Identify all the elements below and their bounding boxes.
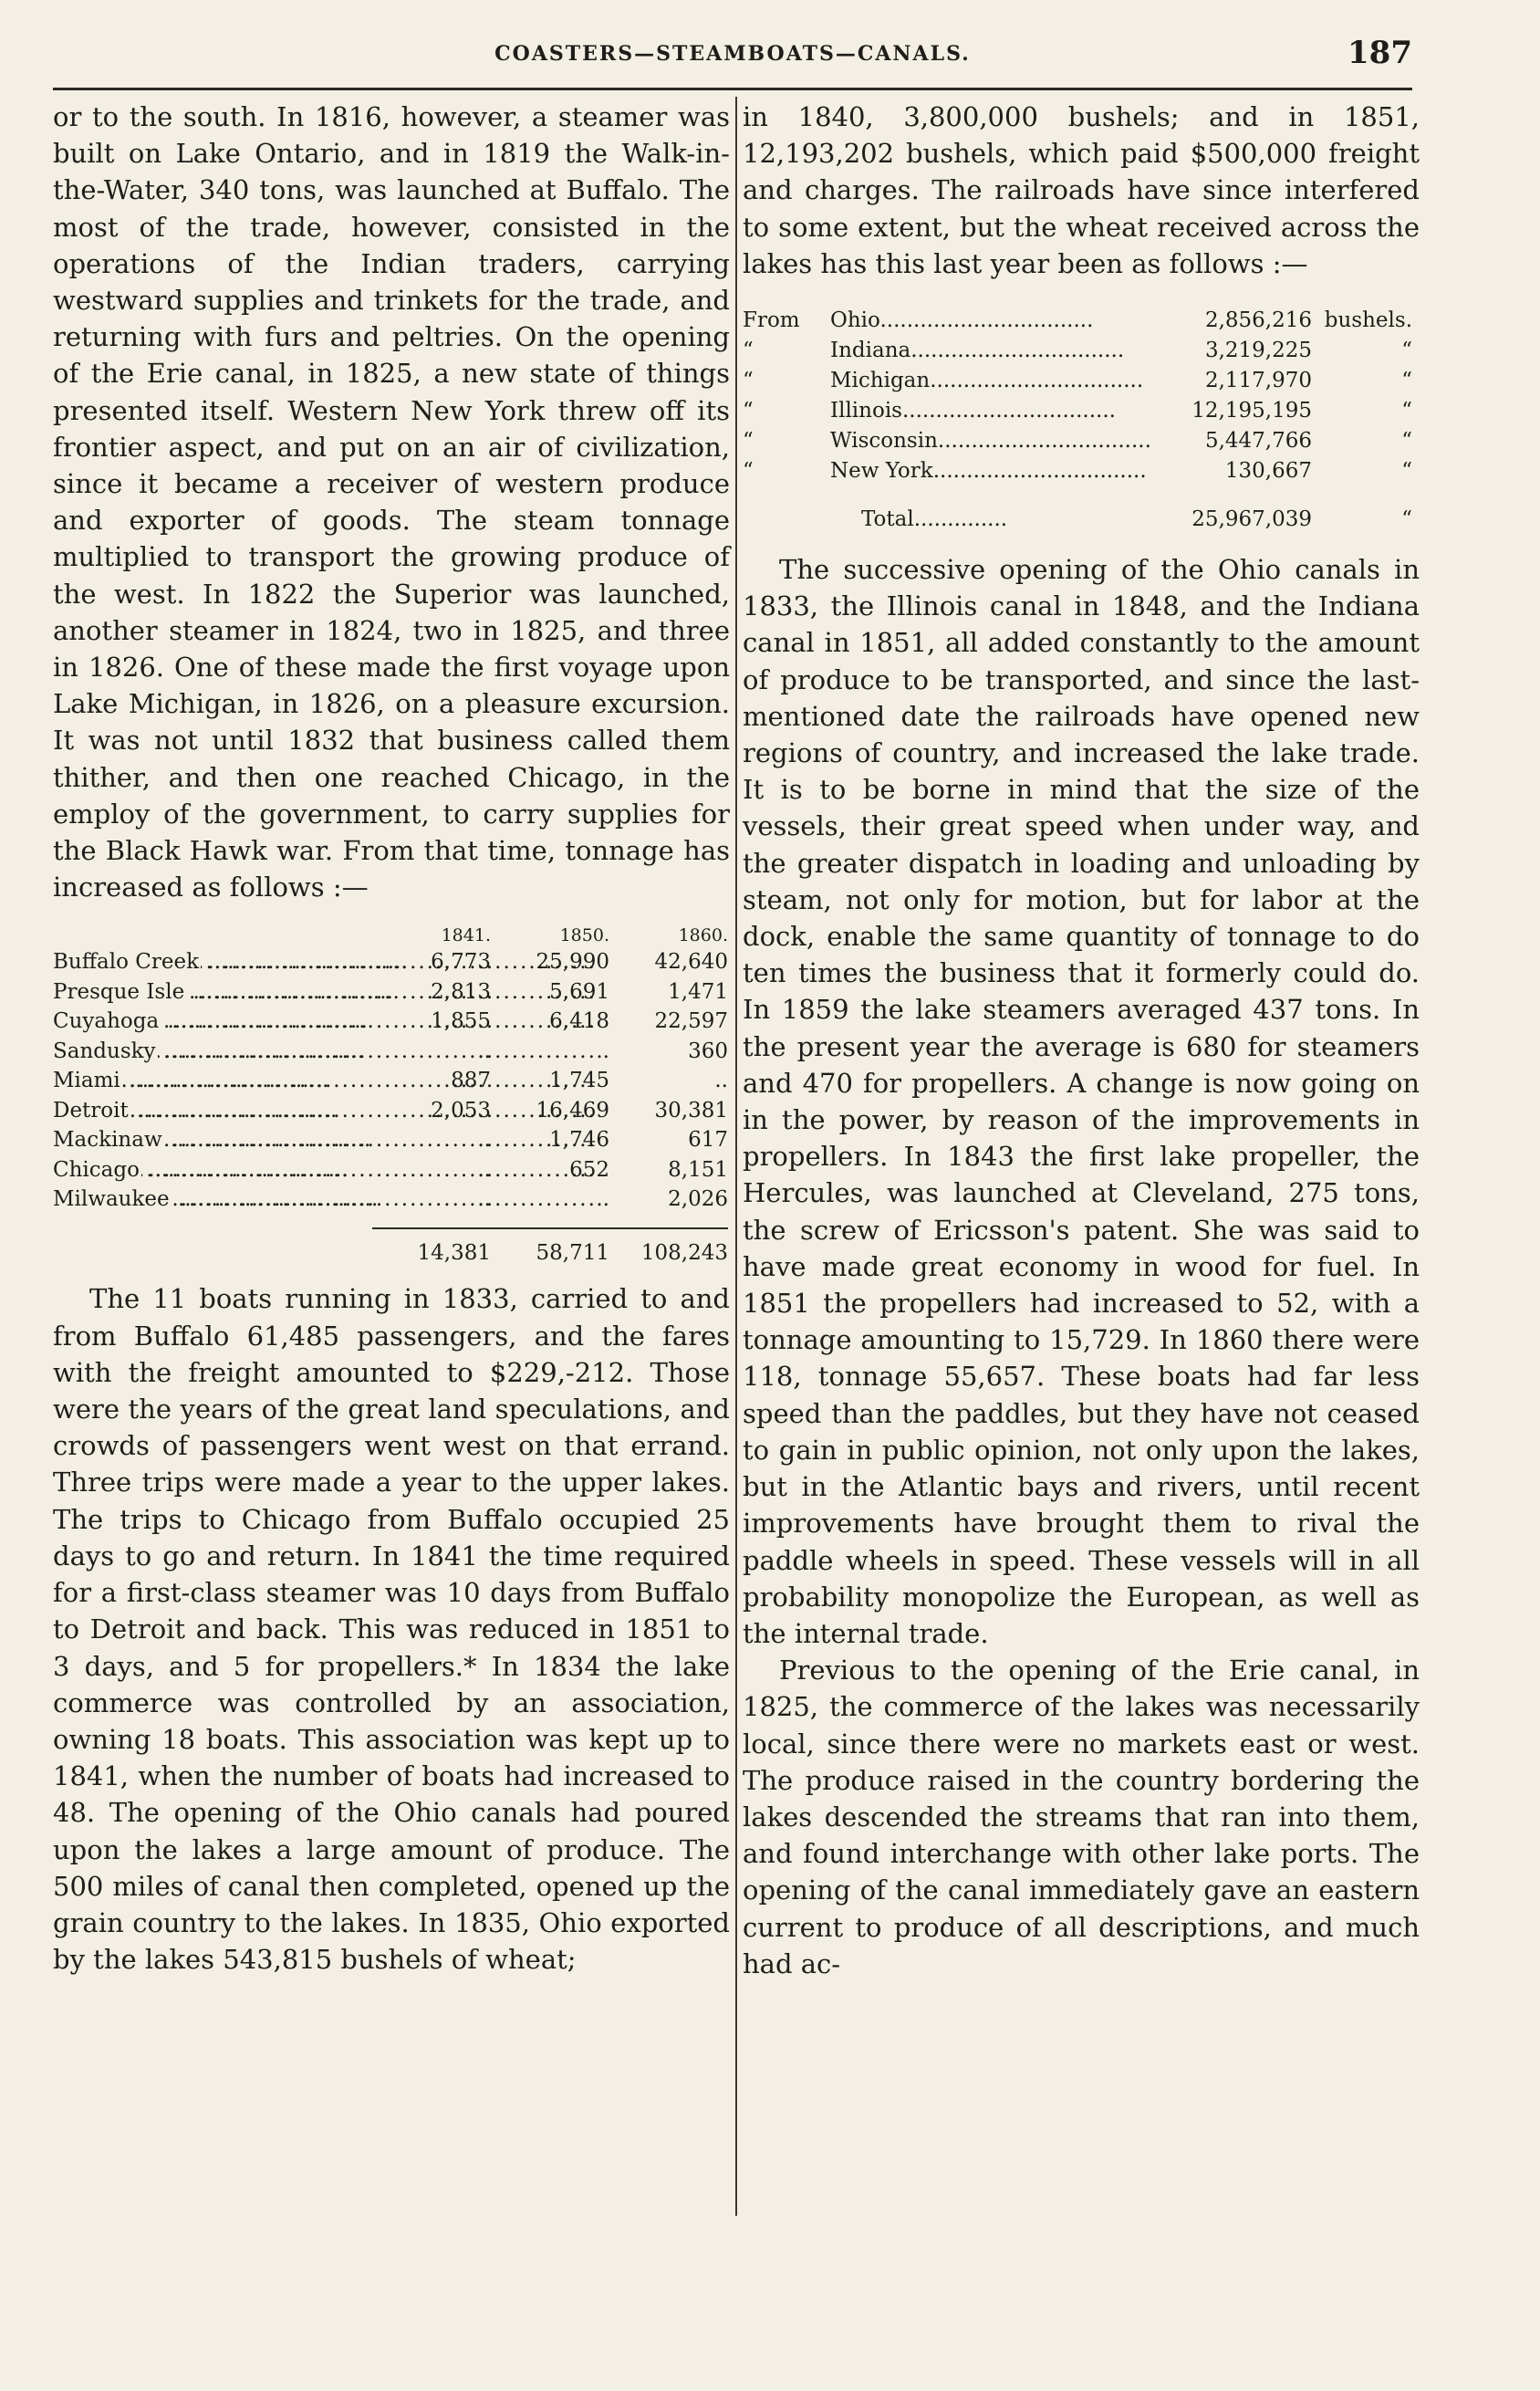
tonnage-1860: 2,026 bbox=[668, 1187, 728, 1212]
wheat-state: Wisconsin................................ bbox=[830, 429, 1151, 454]
tonnage-row bbox=[53, 1185, 730, 1215]
left-paragraph-2: The 11 boats running in 1833, carried to and from Buffalo 61,485 passengers, and the fares with the freight amounted to $229,-212. Those were the years of the great land speculations, and crowds of passengers went west on that errand. Three trips were made a year to the upper lakes. The trips to Chicago from Buffalo occupied 25 days to go and return. In 1841 the time required for a first-class steamer was 10 days from Buffalo to Detroit and back. This was reduced in 1851 to 3 days, and 5 for propellers.* In 1834 the lake commerce was controlled by an association, owning 18 boats. This association was kept up to 1841, when the number of boats had increased to 48. The opening of the Ohio canals had poured upon the lakes a large amount of produce. The 500 miles of canal then completed, opened up the grain country to the lakes. In 1835, Ohio exported by the lakes 543,815 bushels of wheat; bbox=[53, 1283, 730, 1976]
wheat-state-text: New York bbox=[830, 459, 933, 484]
wheat-bushels: 12,195,195 bbox=[1191, 399, 1312, 423]
tonnage-row bbox=[53, 1066, 730, 1096]
port-name-text: Sandusky bbox=[53, 1039, 156, 1063]
tonnage-row bbox=[53, 1037, 730, 1067]
tonnage-1850: 1,745 bbox=[549, 1069, 609, 1093]
wheat-state: Indiana................................ bbox=[830, 339, 1125, 363]
wheat-bushels: 3,219,225 bbox=[1204, 339, 1312, 363]
left-column bbox=[53, 99, 730, 1978]
tonnage-1850: .. bbox=[596, 1039, 609, 1063]
wheat-bushels: 130,667 bbox=[1224, 459, 1312, 484]
tonnage-1850: 5,691 bbox=[549, 979, 609, 1004]
tonnage-1850: 6,418 bbox=[549, 1009, 609, 1034]
wheat-unit: “ bbox=[1401, 459, 1412, 484]
port-name-text: Cuyahoga bbox=[53, 1009, 160, 1034]
tonnage-1841: .. bbox=[477, 1187, 491, 1212]
right-paragraph-3: Previous to the opening of the Erie canal, in 1825, the commerce of the lakes was necessarily local, since there were no markets east or west. The produce raised in the country bordering the lakes descended the streams that ran into them, and found interchange with other lake ports. The opening of the canal immediately gave an eastern current to produce of all descriptions, and much had ac- bbox=[743, 1655, 1420, 1979]
wheat-total-label: Total.............. bbox=[861, 507, 1008, 532]
tonnage-1850: 652 bbox=[569, 1157, 609, 1182]
port-name-text: Mackinaw bbox=[53, 1128, 162, 1153]
left-paragraph-1: or to the south. In 1816, however, a steamer was built on Lake Ontario, and in 1819 the Walk-in-the-Water, 340 tons, was launched at Buffalo. The most of the trade, however, consisted in the operations of the Indian traders, carrying westward supplies and trinkets for the trade, and returning with furs and peltries. On the opening of the Erie canal, in 1825, a new state of things presented itself. Western New York threw off its frontier aspect, and put on an air of civilization, since it became a receiver of western produce and exporter of goods. The steam tonnage multiplied to transport the growing produce of the west. In 1822 the Superior was launched, another steamer in 1824, two in 1825, and three in 1826. One of these made the first voyage upon Lake Michigan, in 1826, on a pleasure excursion. It was not until 1832 that business called them thither, and then one reached Chicago, in the employ of the government, to carry supplies for the Black Hawk war. From that time, tonnage has increased as follows :— bbox=[53, 101, 730, 903]
year-1850: 1850. bbox=[559, 925, 609, 946]
tonnage-1860: .. bbox=[714, 1069, 728, 1093]
running-head bbox=[53, 35, 1412, 80]
tonnage-1841: 2,053 bbox=[431, 1098, 491, 1122]
tonnage-row bbox=[53, 977, 730, 1008]
wheat-bushels: 2,856,216 bbox=[1204, 308, 1312, 333]
right-column bbox=[743, 99, 1420, 1982]
tonnage-1860: 22,597 bbox=[654, 1009, 728, 1034]
port-name: Sandusky .............................. ..... bbox=[53, 1037, 372, 1067]
port-name-text: Buffalo Creek bbox=[53, 950, 200, 975]
wheat-unit: bushels. bbox=[1324, 308, 1412, 333]
wheat-state-text: Illinois bbox=[830, 399, 902, 423]
wheat-prefix: “ bbox=[743, 459, 754, 484]
tonnage-1850: 16,469 bbox=[536, 1098, 609, 1122]
wheat-prefix: “ bbox=[743, 339, 754, 363]
wheat-total-value: 25,967,039 bbox=[1191, 507, 1312, 532]
wheat-state-text: Wisconsin bbox=[830, 429, 938, 454]
total-1850: 58,711 bbox=[536, 1240, 609, 1265]
wheat-row bbox=[743, 366, 1420, 396]
tonnage-1860: 617 bbox=[688, 1128, 728, 1153]
port-name: Cuyahoga .............................. ..... bbox=[53, 1007, 372, 1037]
right-paragraph-1: in 1840, 3,800,000 bushels; and in 1851, 12,193,202 bushels, which paid $500,000 freight and charges. The railroads have since interfered to some extent, but the wheat received across the lakes has this last year been as follows :— bbox=[743, 101, 1420, 279]
wheat-row bbox=[743, 426, 1420, 456]
wheat-prefix: From bbox=[743, 308, 800, 333]
port-name: Chicago .............................. ..... bbox=[53, 1155, 372, 1185]
year-1841: 1841. bbox=[441, 925, 491, 946]
tonnage-totals bbox=[372, 1227, 728, 1269]
wheat-state: Michigan................................ bbox=[830, 369, 1144, 393]
wheat-state-text: Indiana bbox=[830, 339, 911, 363]
tonnage-1860: 360 bbox=[688, 1039, 728, 1063]
wheat-row bbox=[743, 306, 1420, 336]
tonnage-row bbox=[53, 947, 730, 977]
total-1841: 14,381 bbox=[417, 1240, 491, 1265]
wheat-prefix: “ bbox=[743, 429, 754, 454]
tonnage-1841: 2,813 bbox=[431, 979, 491, 1004]
tonnage-1850: .. bbox=[596, 1187, 609, 1212]
port-name: Detroit .............................. ..... bbox=[53, 1096, 372, 1126]
tonnage-1841: 887 bbox=[451, 1069, 491, 1093]
wheat-unit: “ bbox=[1401, 429, 1412, 454]
tonnage-1860: 8,151 bbox=[668, 1157, 728, 1182]
tonnage-1841: .. bbox=[477, 1039, 491, 1063]
total-1860: 108,243 bbox=[640, 1240, 728, 1265]
wheat-state-text: Michigan bbox=[830, 369, 931, 393]
wheat-row bbox=[743, 336, 1420, 366]
tonnage-year-header bbox=[53, 924, 730, 947]
tonnage-row bbox=[53, 1096, 730, 1126]
tonnage-1841: 6,773 bbox=[431, 950, 491, 975]
port-name-text: Presque Isle bbox=[53, 979, 185, 1004]
year-1860: 1860. bbox=[678, 925, 728, 946]
tonnage-row bbox=[53, 1007, 730, 1037]
wheat-bushels: 2,117,970 bbox=[1204, 369, 1312, 393]
tonnage-1841: .. bbox=[477, 1128, 491, 1153]
running-title: COASTERS—STEAMBOATS—CANALS. bbox=[494, 42, 971, 66]
port-name: Milwaukee .............................. ..... bbox=[53, 1185, 372, 1215]
right-paragraph-2: The successive opening of the Ohio canals in 1833, the Illinois canal in 1848, and the Indiana canal in 1851, all added constantly to the amount of produce to be transported, and since the last-mentioned date the railroads have opened new regions of country, and increased the lake trade. It is to be borne in mind that the size of the vessels, their great speed when under way, and the greater dispatch in loading and unloading by steam, not only for motion, but for labor at the dock, enable the same quantity of tonnage to do ten times the business that it formerly could do. In 1859 the lake steamers averaged 437 tons. In the present year the average is 680 for steamers and 470 for propellers. A change is now going on in the power, by reason of the improvements in propellers. In 1843 the first lake propeller, the Hercules, was launched at Cleveland, 275 tons, the screw of Ericsson's patent. She was said to have made great economy in wood for fuel. In 1851 the propellers had increased to 52, with a tonnage amounting to 15,729. In 1860 there were 118, tonnage 55,657. These boats had far less speed than the paddles, but they have not ceased to gain in public opinion, not only upon the lakes, but in the Atlantic bays and rivers, until recent improvements have brought them to rival the paddle wheels in speed. These vessels will in all probability monopolize the European, as well as the internal trade. bbox=[743, 554, 1420, 1649]
wheat-total-row bbox=[743, 505, 1420, 535]
column-divider bbox=[735, 97, 737, 2216]
tonnage-1860: 1,471 bbox=[668, 979, 728, 1004]
tonnage-1841: 1,855 bbox=[431, 1009, 491, 1034]
wheat-unit: “ bbox=[1401, 399, 1412, 423]
port-name-text: Miami bbox=[53, 1069, 120, 1093]
port-name-text: Detroit bbox=[53, 1098, 129, 1122]
tonnage-1850: 25,990 bbox=[536, 950, 609, 975]
wheat-state: Ohio................................ bbox=[830, 308, 1094, 333]
tonnage-1850: 1,746 bbox=[549, 1128, 609, 1153]
tonnage-row bbox=[53, 1125, 730, 1155]
port-name: Mackinaw .............................. ..... bbox=[53, 1125, 372, 1155]
tonnage-1841: .. bbox=[477, 1157, 491, 1182]
wheat-row bbox=[743, 396, 1420, 426]
wheat-state: New York................................ bbox=[830, 459, 1147, 484]
wheat-bushels: 5,447,766 bbox=[1204, 429, 1312, 454]
wheat-total-unit: “ bbox=[1401, 507, 1412, 532]
wheat-unit: “ bbox=[1401, 339, 1412, 363]
wheat-row bbox=[743, 456, 1420, 486]
port-name: Buffalo Creek .............................. ..... bbox=[53, 947, 372, 977]
wheat-prefix: “ bbox=[743, 399, 754, 423]
port-name-text: Milwaukee bbox=[53, 1187, 170, 1212]
tonnage-row bbox=[53, 1155, 730, 1185]
wheat-unit: “ bbox=[1401, 369, 1412, 393]
wheat-state-text: Ohio bbox=[830, 308, 880, 333]
tonnage-1860: 30,381 bbox=[654, 1098, 728, 1122]
port-name: Presque Isle .............................. ..... bbox=[53, 977, 372, 1008]
tonnage-table bbox=[53, 924, 730, 1268]
port-name: Miami .............................. ..... bbox=[53, 1066, 372, 1096]
wheat-prefix: “ bbox=[743, 369, 754, 393]
wheat-table bbox=[743, 306, 1420, 535]
port-name-text: Chicago bbox=[53, 1157, 140, 1182]
wheat-state: Illinois................................ bbox=[830, 399, 1116, 423]
tonnage-1860: 42,640 bbox=[654, 950, 728, 975]
page-number: 187 bbox=[1348, 35, 1412, 71]
header-rule bbox=[53, 88, 1412, 90]
